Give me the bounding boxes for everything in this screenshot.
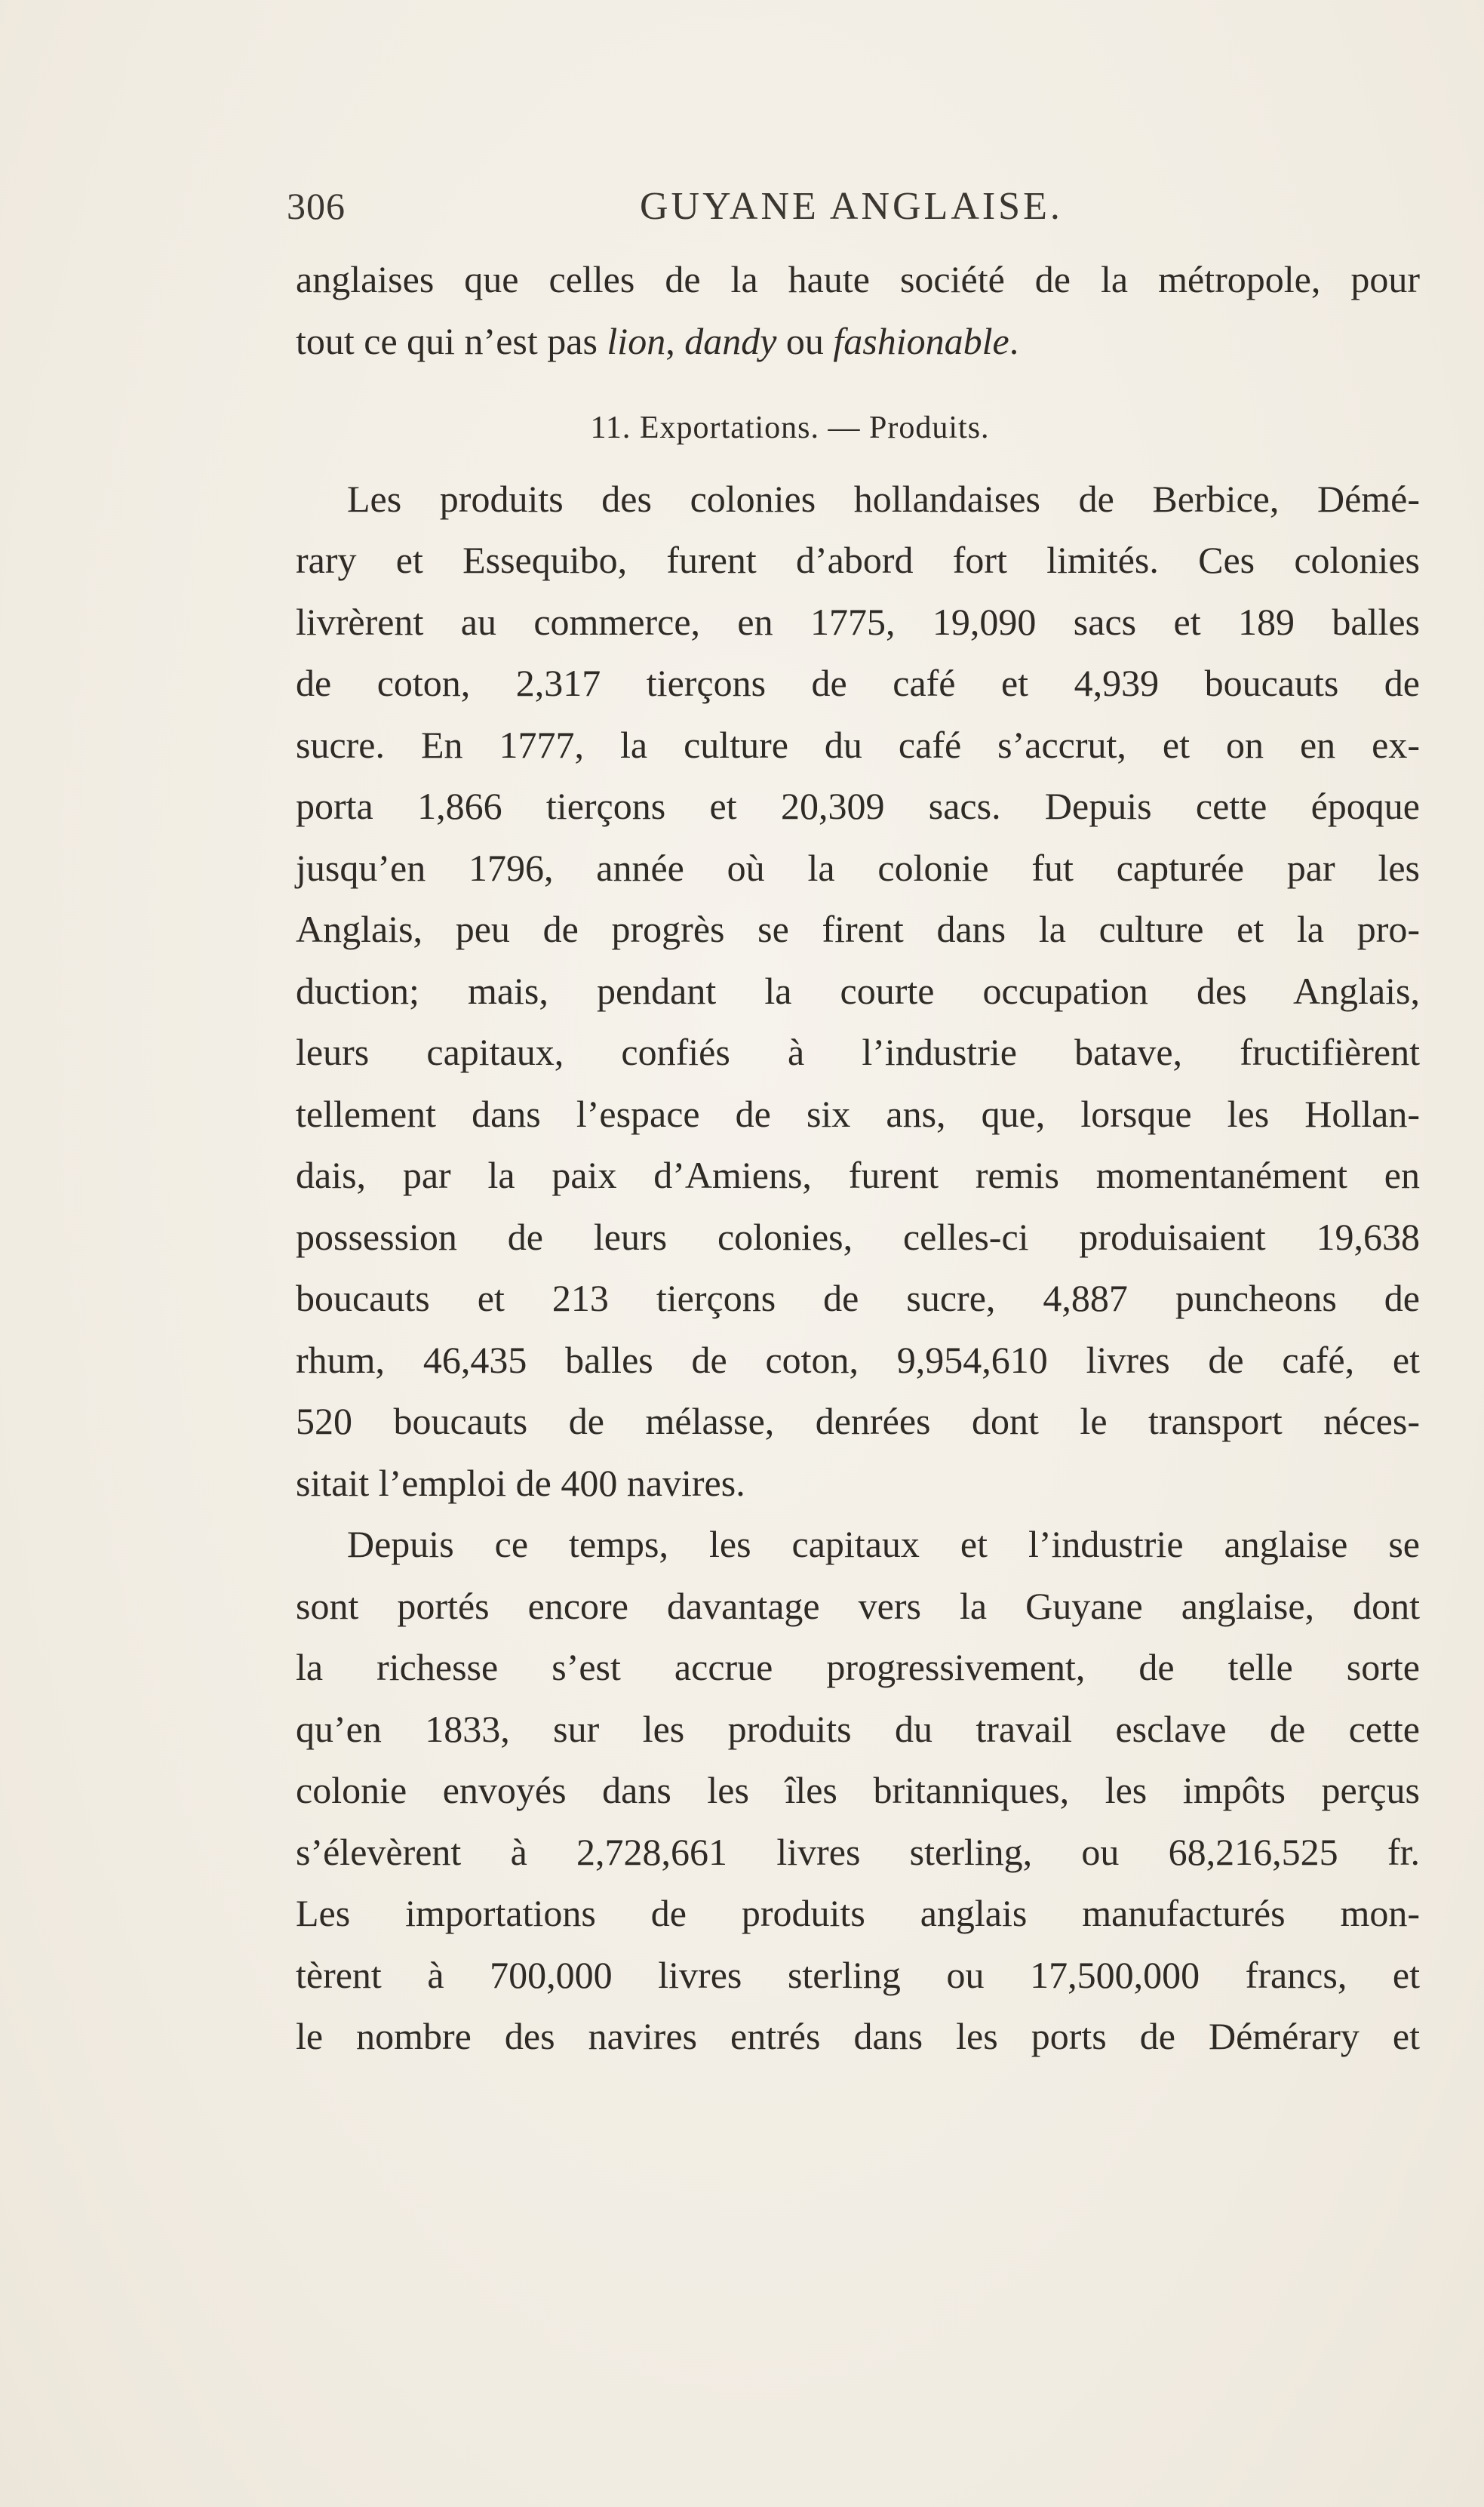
paragraph-line: boucauts et 213 tierçons de sucre, 4,887 puncheons de — [296, 1277, 1420, 1319]
body-text — [296, 249, 1420, 2068]
paragraph-line: Les importations de produits anglais manufacturés mon- — [296, 1892, 1420, 1934]
paragraph-line: duction; mais, pendant la courte occupation des Anglais, — [296, 969, 1420, 1012]
paragraph-line: rary et Essequibo, furent d’abord fort limités. Ces colonies — [296, 539, 1420, 581]
opening-line-2-ou: ou — [776, 319, 834, 362]
paragraph-line: sont portés encore davantage vers la Guyane anglaise, dont — [296, 1584, 1420, 1627]
paragraph-line: sucre. En 1777, la culture du café s’accrut, et on en ex- — [296, 723, 1420, 766]
paragraph-line: Les produits des colonies hollandaises de Berbice, Démé- — [347, 477, 1420, 520]
paragraph-line: la richesse s’est accrue progressivement, de telle sorte — [296, 1646, 1420, 1688]
paragraph-line: Depuis ce temps, les capitaux et l’industrie anglaise se — [347, 1523, 1420, 1565]
opening-line-2-sep: , — [665, 319, 685, 362]
paragraph-line: jusqu’en 1796, année où la colonie fut capturée par les — [296, 846, 1420, 889]
paragraph-2 — [296, 1514, 1420, 2068]
paragraph-1 — [296, 469, 1420, 1515]
paragraph-line: tèrent à 700,000 livres sterling ou 17,500,000 francs, et — [296, 1953, 1420, 1996]
italic-lion: lion — [607, 319, 666, 362]
paragraph-line: s’élevèrent à 2,728,661 livres sterling, ou 68,216,525 fr. — [296, 1830, 1420, 1873]
paragraph-line: colonie envoyés dans les îles britanniques, les impôts perçus — [296, 1769, 1420, 1811]
opening-line-1: anglaises que celles de la haute société de la métropole, pour — [296, 258, 1420, 300]
paragraph-line: livrèrent au commerce, en 1775, 19,090 sacs et 189 balles — [296, 600, 1420, 643]
opening-line-2-end: . — [1009, 319, 1019, 362]
paragraph-line: qu’en 1833, sur les produits du travail esclave de cette — [296, 1707, 1420, 1750]
paragraph-line: le nombre des navires entrés dans les ports de Démérary et — [296, 2015, 1420, 2057]
paragraph-line: possession de leurs colonies, celles-ci produisaient 19,638 — [296, 1215, 1420, 1258]
paragraph-line: leurs capitaux, confiés à l’industrie batave, fructifièrent — [296, 1031, 1420, 1073]
paragraph-line: dais, par la paix d’Amiens, furent remis momentanément en — [296, 1154, 1420, 1196]
italic-fashionable: fashionable — [833, 319, 1009, 362]
paragraph-line: rhum, 46,435 balles de coton, 9,954,610 livres de café, et — [296, 1338, 1420, 1381]
italic-dandy: dandy — [684, 319, 777, 362]
paragraph-line: Anglais, peu de progrès se firent dans la culture et la pro- — [296, 908, 1420, 950]
paragraph-line: 520 boucauts de mélasse, denrées dont le transport néces- — [296, 1400, 1420, 1442]
paragraph-line: porta 1,866 tierçons et 20,309 sacs. Depuis cette époque — [296, 785, 1420, 827]
paragraph-line: sitait l’emploi de 400 navires. — [296, 1461, 745, 1504]
page-number: 306 — [287, 185, 346, 227]
paragraph-line: tellement dans l’espace de six ans, que, lorsque les Hollan- — [296, 1092, 1420, 1135]
page-header — [287, 184, 1418, 237]
paragraph-line: de coton, 2,317 tierçons de café et 4,939 boucauts de — [296, 662, 1420, 704]
opening-line-2 — [296, 311, 1420, 373]
section-title: 11. Exportations. — Produits. — [590, 411, 990, 445]
opening-line-2-start: tout ce qui n’est pas — [296, 319, 607, 362]
running-head: GUYANE ANGLAISE. — [640, 185, 1063, 228]
